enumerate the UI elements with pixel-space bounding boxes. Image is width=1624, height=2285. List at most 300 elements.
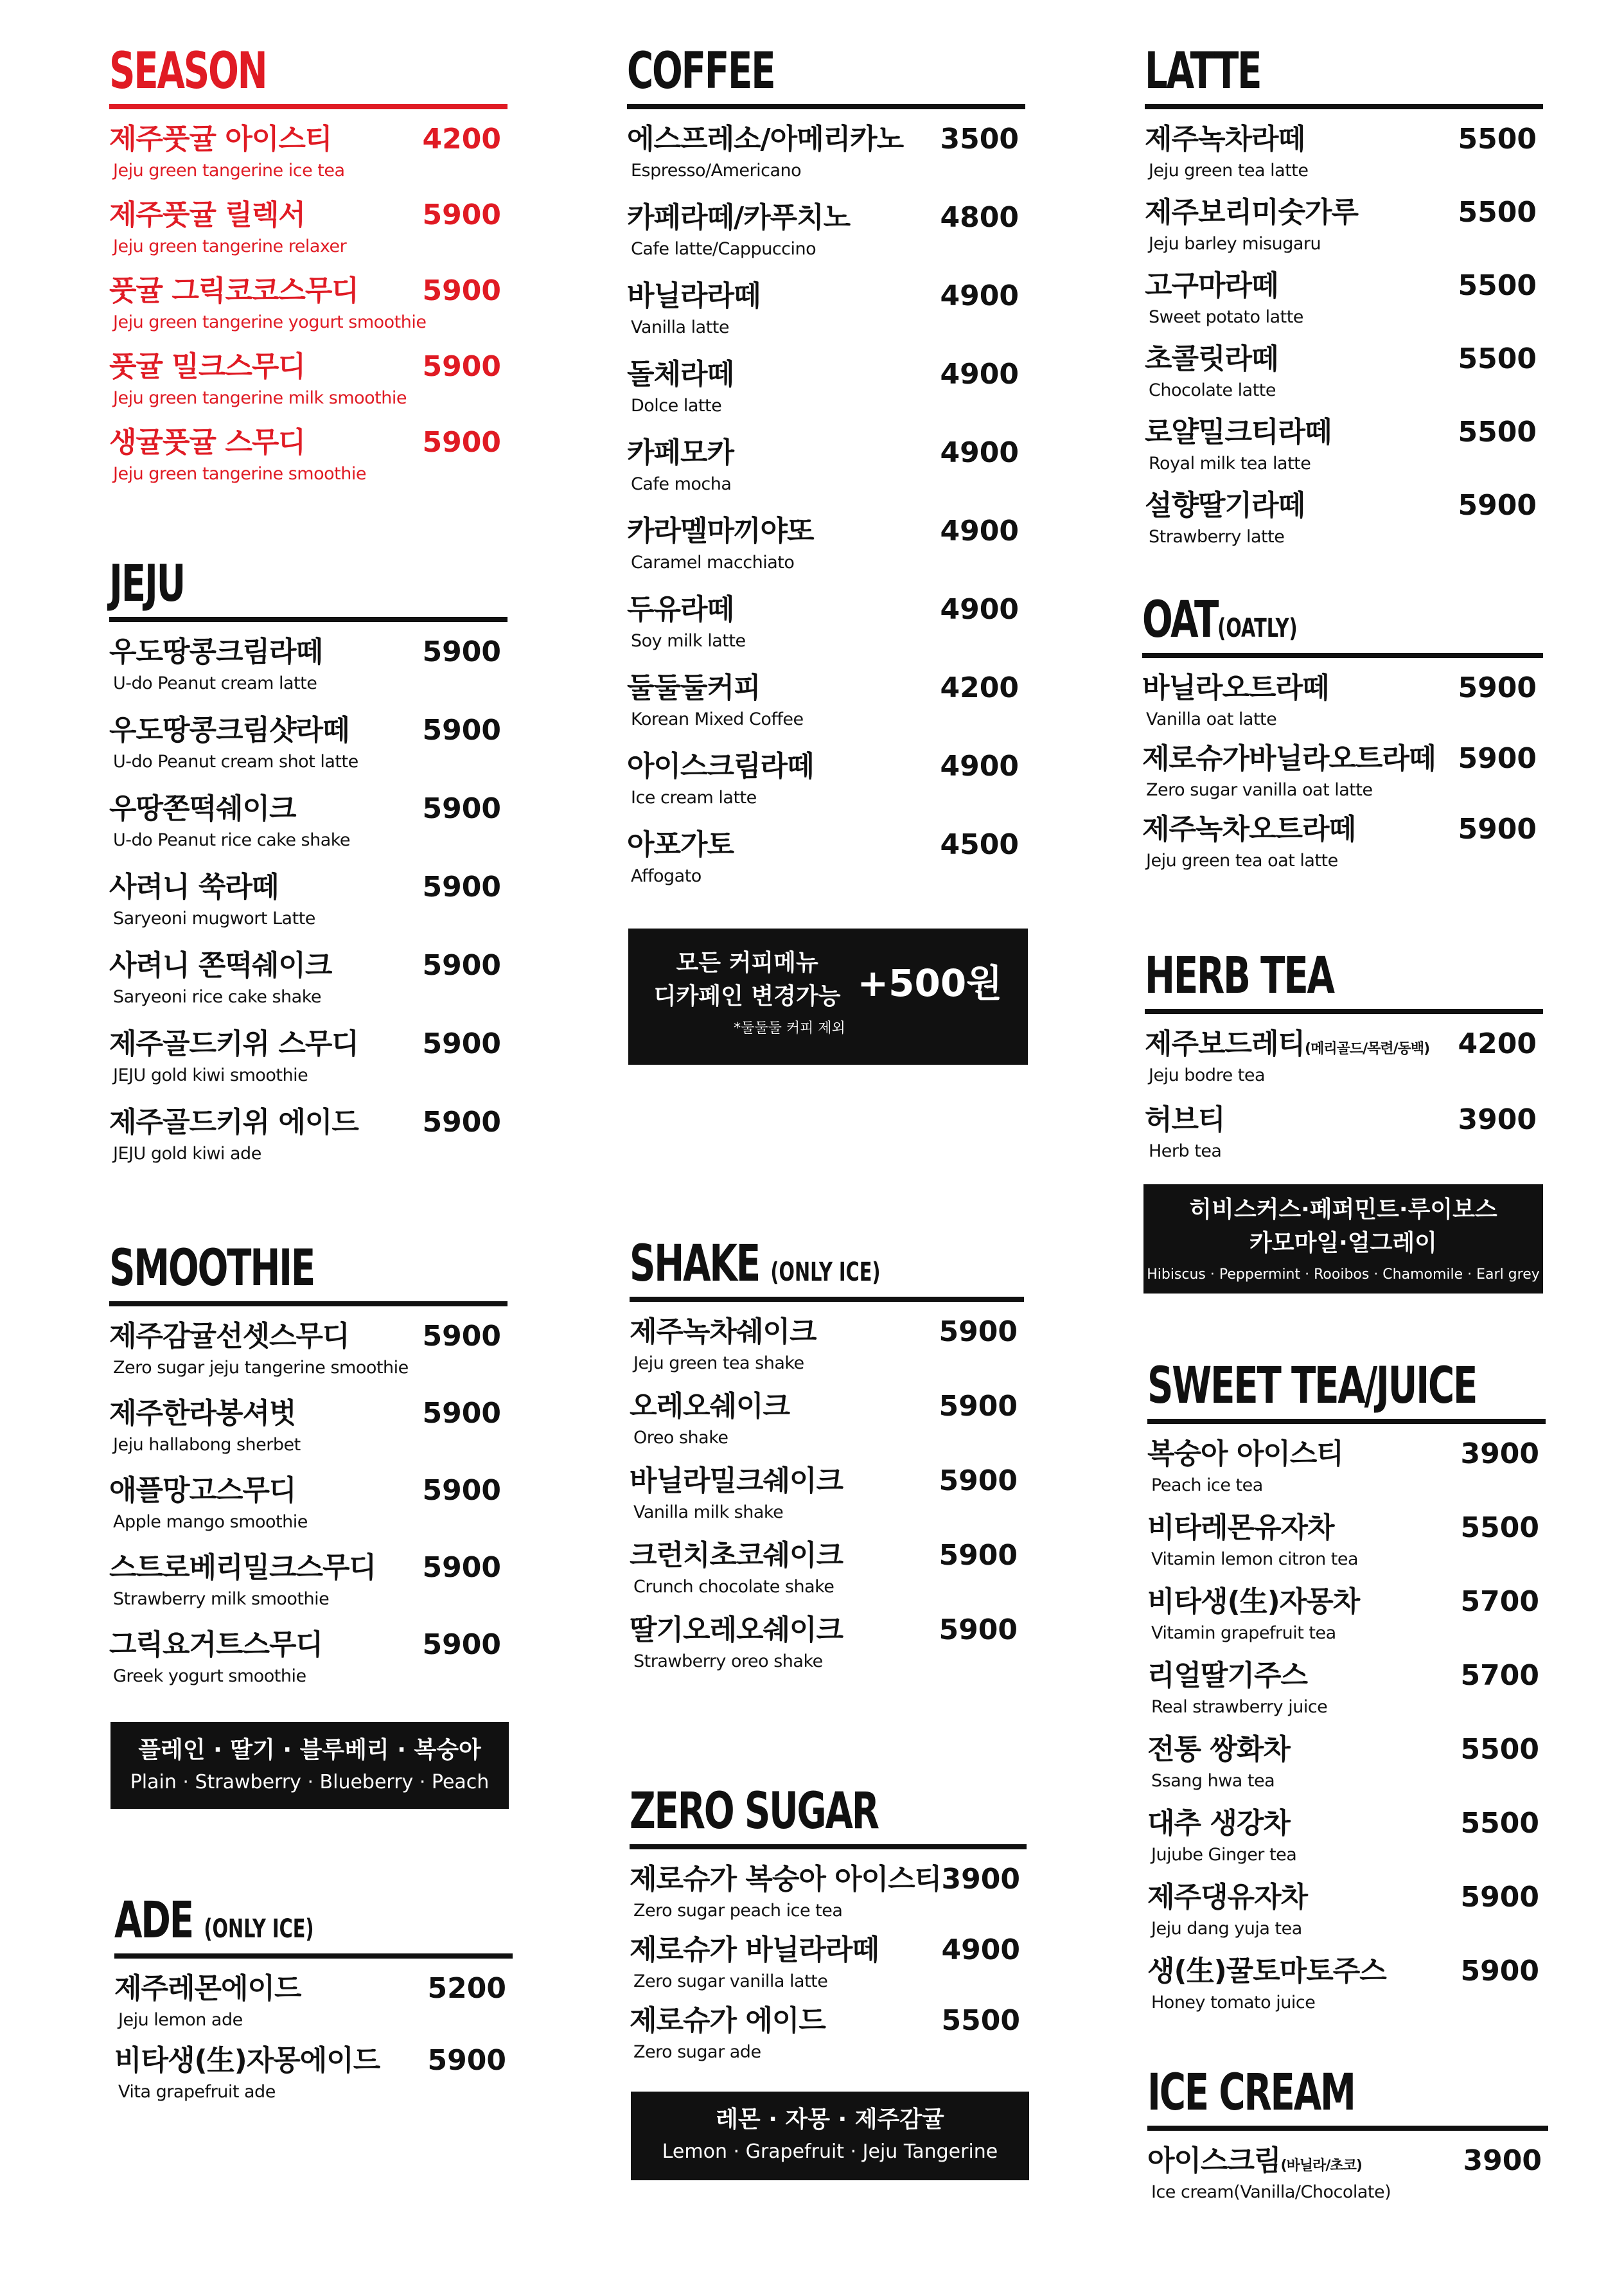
- smoothie-section: [109, 1240, 508, 1706]
- menu-item: [627, 280, 1025, 359]
- menu-item-english: Cafe latte/Cappuccino: [631, 239, 816, 259]
- menu-item-english: Vitamin lemon citron tea: [1151, 1549, 1359, 1569]
- menu-item-name: [1147, 1512, 1334, 1545]
- menu-item-name: [627, 751, 814, 783]
- menu-item-price: 5500: [1460, 1733, 1539, 1766]
- menu-item-name: [1145, 416, 1332, 449]
- menu-item-english: Zero sugar vanilla oat latte: [1146, 780, 1373, 800]
- menu-item-name-text: 딸기오레오쉐이크: [630, 1614, 843, 1646]
- menu-item-name: [1145, 343, 1278, 376]
- menu-item-price: 4900: [940, 750, 1019, 783]
- menu-item-name-text: 우도땅콩크림샷라떼: [109, 714, 349, 747]
- menu-item-english: Peach ice tea: [1151, 1475, 1263, 1495]
- menu-item-name-text: 설향딸기라떼: [1145, 489, 1305, 522]
- menu-item-price: 5500: [1458, 342, 1537, 375]
- season-rule: [109, 104, 508, 109]
- menu-item-name-text: 제로슈가바닐라오트라떼: [1142, 742, 1436, 775]
- menu-item-name-text: 사려니 쫀떡쉐이크: [109, 949, 332, 982]
- ice-cream-section: [1147, 2064, 1548, 2216]
- season-title: SEASON: [109, 42, 267, 100]
- menu-item-english: U-do Peanut cream shot latte: [113, 752, 358, 772]
- menu-item: [109, 1398, 508, 1475]
- menu-item-price: 5900: [422, 714, 501, 747]
- menu-item-name: [630, 1863, 941, 1896]
- menu-item: [627, 437, 1025, 515]
- menu-item-price: 4800: [940, 201, 1019, 234]
- menu-item-english: Zero sugar vanilla latte: [633, 1971, 828, 1991]
- menu-item: [109, 1552, 508, 1629]
- menu-item-name-text: 제주녹차라떼: [1145, 123, 1305, 156]
- menu-item: [109, 1475, 508, 1552]
- menu-item-price: 5900: [422, 949, 501, 982]
- menu-item: [109, 1107, 508, 1185]
- jeju-rule: [109, 617, 508, 622]
- ade-title-main: ADE: [114, 1892, 193, 1950]
- menu-item-price: 4900: [940, 593, 1019, 626]
- menu-item-english: Korean Mixed Coffee: [631, 709, 804, 729]
- menu-item-english: U-do Peanut cream latte: [113, 673, 317, 693]
- menu-item-name: [109, 351, 305, 384]
- menu-item: [109, 351, 508, 427]
- menu-item-name: [1147, 1438, 1343, 1471]
- coffee-rule: [627, 104, 1025, 109]
- menu-item: [109, 275, 508, 351]
- menu-item-name-text: 스트로베리밀크스무디: [109, 1551, 376, 1584]
- ade-rule: [114, 1953, 513, 1959]
- menu-item: [109, 1028, 508, 1107]
- menu-item-name: [109, 636, 322, 669]
- ice-cream-rule: [1147, 2126, 1548, 2131]
- menu-item-price: 4500: [940, 828, 1019, 861]
- menu-item-name-text: 우땅쫀떡쉐이크: [109, 792, 296, 825]
- menu-item-price: 5900: [1458, 671, 1537, 704]
- menu-item-name-text: 제로슈가 복숭아 아이스티: [630, 1863, 942, 1896]
- menu-item-name: [109, 1028, 358, 1061]
- menu-item-price: 5900: [939, 1390, 1018, 1423]
- menu-item-price: 3900: [941, 1863, 1020, 1896]
- menu-item-name-text: 제주골드키위 스무디: [109, 1027, 358, 1060]
- sweet-tea-rule: [1147, 1419, 1546, 1424]
- menu-item-price: 5500: [1460, 1511, 1539, 1544]
- menu-item-english: Cafe mocha: [631, 474, 732, 494]
- menu-item-name: [627, 202, 850, 235]
- menu-item-english: Jeju green tea shake: [633, 1353, 804, 1373]
- menu-item-name: [627, 594, 734, 627]
- jeju-title: JEJU: [109, 555, 185, 613]
- menu-item: [627, 829, 1025, 907]
- menu-item-price: 5900: [422, 1320, 501, 1353]
- menu-item-price: 5900: [427, 2044, 506, 2077]
- menu-item-english: Chocolate latte: [1149, 380, 1276, 400]
- menu-item-english: Jeju dang yuja tea: [1151, 1919, 1302, 1939]
- zero-sugar-section: [630, 1783, 1027, 2076]
- herb-tea-notice-line2: 카모마일·얼그레이: [1249, 1230, 1437, 1257]
- coffee-section: [627, 42, 1025, 907]
- menu-item-english: Honey tomato juice: [1151, 1993, 1316, 2013]
- menu-item-english: Strawberry milk smoothie: [113, 1589, 330, 1609]
- menu-item-price: 4900: [940, 280, 1019, 312]
- menu-item-english: Jeju green tea latte: [1149, 161, 1309, 181]
- smoothie-notice-en: Plain · Strawberry · Blueberry · Peach: [130, 1771, 490, 1794]
- menu-item-name: [1145, 270, 1278, 303]
- menu-item-name: [1147, 1955, 1386, 1988]
- menu-item: [1147, 2145, 1548, 2216]
- menu-item: [109, 123, 508, 199]
- menu-item-english: Greek yogurt smoothie: [113, 1666, 306, 1686]
- oat-section: [1142, 591, 1543, 884]
- menu-item: [627, 359, 1025, 437]
- sweet-tea-section: [1147, 1357, 1546, 2029]
- menu-item-name-text: 카페라떼/카푸치노: [627, 201, 851, 234]
- menu-item-english: Vanilla milk shake: [633, 1502, 784, 1522]
- zero-sugar-notice-ko: 레몬 · 자몽 · 제주감귤: [716, 2106, 944, 2133]
- menu-item-english: Ice cream(Vanilla/Chocolate): [1151, 2182, 1391, 2202]
- zero-sugar-title: ZERO SUGAR: [630, 1783, 878, 1840]
- menu-item-name-text: 제주풋귤 아이스티: [109, 123, 332, 156]
- menu-item: [630, 1934, 1027, 2005]
- menu-item-english: JEJU gold kiwi ade: [113, 1144, 261, 1164]
- menu-item: [627, 515, 1025, 594]
- menu-item-english: Jeju green tea oat latte: [1146, 851, 1338, 871]
- menu-item-price: 5700: [1460, 1585, 1539, 1618]
- menu-item-name: [1145, 1028, 1429, 1061]
- menu-item-price: 5900: [1460, 1955, 1539, 1987]
- menu-item-name: [627, 515, 814, 548]
- menu-item-price: 5900: [422, 636, 501, 668]
- menu-item-name: [1147, 1808, 1290, 1840]
- menu-item-english: Affogato: [631, 866, 702, 886]
- ade-title-sub: (ONLY ICE): [204, 1914, 314, 1944]
- menu-item-price: 5900: [939, 1614, 1018, 1646]
- menu-item-name-text: 풋귤 밀크스무디: [109, 350, 305, 383]
- menu-item-name-text: 대추 생강차: [1147, 1807, 1290, 1840]
- menu-item: [627, 594, 1025, 672]
- menu-item-name-text: 크런치초코쉐이크: [630, 1539, 843, 1572]
- menu-item: [1147, 1512, 1546, 1586]
- herb-tea-notice-en: Hibiscus · Peppermint · Rooibos · Chamomile · Earl grey: [1147, 1267, 1540, 1283]
- zero-sugar-rule: [630, 1844, 1027, 1849]
- zero-sugar-flavor-notice: [631, 2092, 1029, 2180]
- decaf-notice-price: +500원: [857, 961, 1003, 1006]
- menu-item: [1147, 1734, 1546, 1808]
- menu-item-price: 4900: [940, 358, 1019, 391]
- menu-item: [1142, 672, 1543, 743]
- menu-item-name-text: 비타생(生)자몽에이드: [114, 2044, 380, 2077]
- menu-item: [109, 199, 508, 275]
- menu-item-english: Ice cream latte: [631, 788, 757, 808]
- herb-tea-section: [1145, 947, 1543, 1180]
- menu-item-name: [109, 793, 296, 826]
- menu-item-name: [630, 1934, 879, 1967]
- menu-item-english: Dolce latte: [631, 396, 722, 416]
- menu-item-name-sub: (바닐라/초코): [1280, 2158, 1362, 2174]
- menu-item: [1142, 743, 1543, 814]
- menu-item-english: Jeju hallabong sherbet: [113, 1435, 301, 1455]
- menu-item-price: 5900: [422, 1628, 501, 1661]
- oat-title-sub: (OATLY): [1217, 614, 1298, 643]
- menu-item-name-text: 초콜릿라떼: [1145, 342, 1278, 375]
- menu-item-price: 5900: [422, 871, 501, 903]
- menu-item: [109, 871, 508, 950]
- menu-item-name: [627, 280, 761, 313]
- menu-item-name-text: 우도땅콩크림라떼: [109, 636, 323, 668]
- menu-item-name-text: 고구마라떼: [1145, 269, 1278, 302]
- menu-item-name-text: 비타생(生)자몽차: [1147, 1585, 1360, 1618]
- menu-item-price: 4900: [940, 515, 1019, 547]
- menu-item-name-text: 카라멜마끼야또: [627, 515, 814, 547]
- menu-item-name: [1147, 1881, 1307, 1914]
- sweet-tea-title: SWEET TEA/JUICE: [1147, 1357, 1477, 1415]
- menu-item: [1147, 1808, 1546, 1881]
- menu-item-price: 5900: [422, 426, 501, 459]
- menu-item-name-text: 에스프레소/아메리카노: [627, 123, 904, 156]
- menu-item-name: [1145, 197, 1358, 229]
- menu-item-price: 3900: [1460, 1437, 1539, 1470]
- menu-item-name: [109, 715, 349, 747]
- menu-item-name: [1145, 1104, 1225, 1137]
- zero-sugar-notice-en: Lemon · Grapefruit · Jeju Tangerine: [662, 2140, 998, 2164]
- menu-item-name-text: 제주풋귤 릴렉서: [109, 199, 305, 231]
- menu-item-name: [1142, 743, 1436, 776]
- menu-item-name: [114, 1973, 301, 2005]
- ade-title: [114, 1892, 401, 1950]
- menu-item-price: 5900: [422, 1027, 501, 1060]
- menu-item-english: Vanilla oat latte: [1146, 709, 1277, 729]
- menu-item-name-text: 비타레몬유자차: [1147, 1511, 1334, 1544]
- smoothie-title: SMOOTHIE: [109, 1240, 315, 1297]
- menu-item-price: 5900: [1458, 813, 1537, 846]
- ade-section: [114, 1892, 513, 2117]
- menu-item-english: JEJU gold kiwi smoothie: [113, 1065, 308, 1085]
- latte-title: LATTE: [1145, 42, 1261, 100]
- menu-item-name-text: 풋귤 그릭코코스무디: [109, 274, 358, 307]
- menu-item-english: Zero sugar jeju tangerine smoothie: [113, 1358, 409, 1378]
- menu-item-price: 5500: [1458, 196, 1537, 229]
- shake-rule: [630, 1297, 1024, 1302]
- menu-item: [114, 2045, 513, 2117]
- menu-item-english: Jujube Ginger tea: [1151, 1845, 1297, 1865]
- menu-item-name: [630, 1540, 843, 1572]
- menu-item-price: 4900: [941, 1934, 1020, 1966]
- menu-item-price: 5900: [422, 350, 501, 383]
- menu-item: [627, 672, 1025, 751]
- herb-tea-notice: [1143, 1184, 1543, 1294]
- herb-tea-title: HERB TEA: [1145, 947, 1334, 1005]
- menu-item-price: 4200: [1458, 1027, 1537, 1060]
- menu-item-english: Strawberry latte: [1149, 527, 1285, 547]
- menu-item-price: 5500: [1458, 416, 1537, 449]
- shake-title-sub: (ONLY ICE): [770, 1258, 881, 1287]
- menu-item: [627, 751, 1025, 829]
- smoothie-flavor-notice: [110, 1722, 509, 1809]
- menu-item-name: [627, 123, 903, 156]
- menu-item-english: Vitamin grapefruit tea: [1151, 1623, 1336, 1643]
- menu-item-english: Zero sugar ade: [633, 2042, 761, 2062]
- menu-item-english: Jeju barley misugaru: [1149, 234, 1321, 254]
- menu-item: [109, 427, 508, 502]
- menu-item-price: 5900: [422, 1474, 501, 1507]
- menu-item: [1145, 416, 1543, 490]
- menu-item-name-sub: (메리골드/목련/동백): [1305, 1041, 1430, 1057]
- menu-item-name: [109, 871, 278, 904]
- menu-item: [109, 636, 508, 715]
- jeju-section: [109, 555, 508, 1185]
- menu-item: [1142, 814, 1543, 884]
- decaf-notice-small: *둘둘둘 커피 제외: [734, 1020, 845, 1037]
- menu-item-name: [627, 829, 734, 862]
- menu-item-name-text: 두유라떼: [627, 593, 734, 626]
- menu-item: [109, 1320, 508, 1398]
- menu-item-english: Ssang hwa tea: [1151, 1771, 1275, 1791]
- menu-item: [109, 715, 508, 793]
- menu-item-name-text: 리얼딸기주스: [1147, 1659, 1308, 1692]
- coffee-title: COFFEE: [627, 42, 775, 100]
- menu-item-name: [109, 1475, 296, 1507]
- shake-title: [630, 1235, 914, 1293]
- menu-item-english: Strawberry oreo shake: [633, 1651, 823, 1671]
- menu-item-name: [1142, 672, 1329, 705]
- menu-item-price: 5900: [422, 1106, 501, 1139]
- menu-item-name-text: 사려니 쑥라떼: [109, 871, 279, 903]
- decaf-notice-line1: 모든 커피메뉴: [676, 950, 818, 976]
- menu-item-name-text: 생(生)꿀토마토주스: [1147, 1955, 1386, 1987]
- menu-item-price: 5900: [1458, 489, 1537, 522]
- menu-item-name-text: 아포가토: [627, 828, 734, 861]
- menu-item: [1145, 197, 1543, 270]
- menu-item-price: 5900: [939, 1464, 1018, 1497]
- menu-item-name-text: 생귤풋귤 스무디: [109, 426, 305, 459]
- menu-item-price: 5900: [939, 1539, 1018, 1572]
- menu-item: [1145, 1028, 1543, 1104]
- menu-item-english: Jeju green tangerine ice tea: [113, 161, 345, 181]
- menu-item: [627, 123, 1025, 202]
- herb-tea-notice-line1: 히비스커스·페퍼민트·루이보스: [1189, 1196, 1497, 1223]
- menu-item-price: 4200: [422, 123, 501, 156]
- menu-item-english: Jeju green tangerine yogurt smoothie: [113, 312, 427, 332]
- menu-item: [630, 1391, 1024, 1465]
- menu-item-name-text: 제주보리미숫가루: [1145, 196, 1359, 229]
- menu-item-english: Saryeoni rice cake shake: [113, 987, 321, 1007]
- decaf-notice: [628, 929, 1028, 1065]
- menu-item-english: Zero sugar peach ice tea: [633, 1901, 843, 1921]
- menu-item-name: [1147, 1660, 1307, 1693]
- menu-item-english: Saryeoni mugwort Latte: [113, 909, 315, 929]
- menu-item-price: 4200: [940, 671, 1019, 704]
- latte-rule: [1145, 104, 1543, 109]
- menu-item-english: Royal milk tea latte: [1149, 454, 1311, 474]
- menu-item-name-text: 카페모카: [627, 436, 734, 469]
- menu-item-name-text: 바닐라라떼: [627, 280, 761, 312]
- menu-item-name-text: 아이스크림라떼: [627, 750, 814, 783]
- menu-item-english: Jeju green tangerine smoothie: [113, 464, 366, 484]
- oat-title-main: OAT: [1142, 591, 1218, 649]
- menu-item-english: Real strawberry juice: [1151, 1697, 1328, 1717]
- smoothie-notice-ko: 플레인 · 딸기 · 블루베리 · 복숭아: [138, 1737, 481, 1763]
- menu-item-name: [109, 123, 331, 156]
- menu-item-name: [109, 1320, 349, 1353]
- menu-item-english: Jeju green tangerine relaxer: [113, 236, 347, 256]
- menu-item: [1147, 1660, 1546, 1734]
- menu-item-price: 4900: [940, 436, 1019, 469]
- menu-item: [1145, 270, 1543, 343]
- menu-item-price: 5900: [422, 199, 501, 231]
- menu-item-english: Jeju green tangerine milk smoothie: [113, 388, 407, 408]
- menu-item-price: 5900: [422, 1551, 501, 1584]
- menu-item: [1147, 1438, 1546, 1512]
- menu-item-name: [1147, 2145, 1362, 2178]
- shake-section: [630, 1235, 1024, 1689]
- menu-item-name-text: 제주보드레티: [1145, 1027, 1305, 1060]
- menu-item-name-text: 제주댕유자차: [1147, 1881, 1308, 1914]
- menu-item-english: Jeju lemon ade: [118, 2010, 243, 2030]
- menu-item: [1147, 1955, 1546, 2029]
- menu-item: [630, 1614, 1024, 1689]
- menu-item-name: [627, 672, 761, 705]
- menu-item: [109, 793, 508, 871]
- menu-item-name-text: 제주감귤선셋스무디: [109, 1320, 349, 1353]
- oat-title: [1142, 591, 1431, 649]
- menu-item-name-text: 애플망고스무디: [109, 1474, 296, 1507]
- menu-item: [630, 2005, 1027, 2076]
- menu-item-name-text: 복숭아 아이스티: [1147, 1437, 1343, 1470]
- menu-item-name-text: 제주녹차오트라떼: [1142, 813, 1356, 846]
- menu-item: [630, 1863, 1027, 1934]
- menu-item-name: [1145, 123, 1305, 156]
- shake-title-main: SHAKE: [630, 1235, 759, 1293]
- menu-item: [1145, 123, 1543, 197]
- menu-item-price: 5200: [427, 1972, 506, 2005]
- herb-tea-rule: [1145, 1009, 1543, 1014]
- menu-item-name-text: 바닐라오트라떼: [1142, 671, 1329, 704]
- menu-item-price: 5500: [1458, 269, 1537, 302]
- menu-item-price: 5500: [941, 2004, 1020, 2037]
- menu-item-name: [627, 359, 734, 391]
- menu-item: [630, 1465, 1024, 1540]
- menu-item-name-text: 제주한라봉셔벗: [109, 1397, 296, 1430]
- menu-item-price: 5900: [422, 274, 501, 307]
- menu-item-name: [1147, 1734, 1290, 1766]
- menu-item: [1147, 1881, 1546, 1955]
- menu-item-name-text: 제주골드키위 에이드: [109, 1106, 358, 1139]
- menu-item-price: 5900: [422, 1397, 501, 1430]
- menu-item: [109, 1629, 508, 1706]
- menu-item-name: [630, 1316, 816, 1349]
- menu-item: [1145, 490, 1543, 563]
- menu-item-name: [630, 1614, 843, 1647]
- menu-item-name: [630, 1465, 843, 1498]
- menu-item: [114, 1973, 513, 2045]
- menu-item-name-text: 제로슈가 바닐라라떼: [630, 1934, 879, 1966]
- menu-item-english: Vita grapefruit ade: [118, 2082, 276, 2102]
- menu-item-price: 5500: [1460, 1807, 1539, 1840]
- menu-item-name: [109, 1398, 296, 1430]
- menu-item-english: Sweet potato latte: [1149, 307, 1303, 327]
- menu-item-name: [1147, 1586, 1359, 1619]
- menu-item-name-text: 허브티: [1145, 1103, 1225, 1136]
- decaf-notice-line2: 디카페인 변경가능: [653, 983, 841, 1010]
- menu-item-name-text: 그릭요거트스무디: [109, 1628, 323, 1661]
- season-section: [109, 42, 508, 502]
- menu-item-english: Apple mango smoothie: [113, 1512, 308, 1532]
- menu-item-price: 3500: [940, 123, 1019, 156]
- menu-item-name-text: 전통 쌍화차: [1147, 1733, 1290, 1766]
- menu-item-name-text: 바닐라밀크쉐이크: [630, 1464, 843, 1497]
- menu-item-name: [630, 1391, 790, 1423]
- menu-item-name-text: 아이스크림: [1147, 2144, 1281, 2177]
- menu-item-price: 5700: [1460, 1659, 1539, 1692]
- menu-item-price: 5900: [422, 792, 501, 825]
- menu-item-name: [109, 1107, 358, 1139]
